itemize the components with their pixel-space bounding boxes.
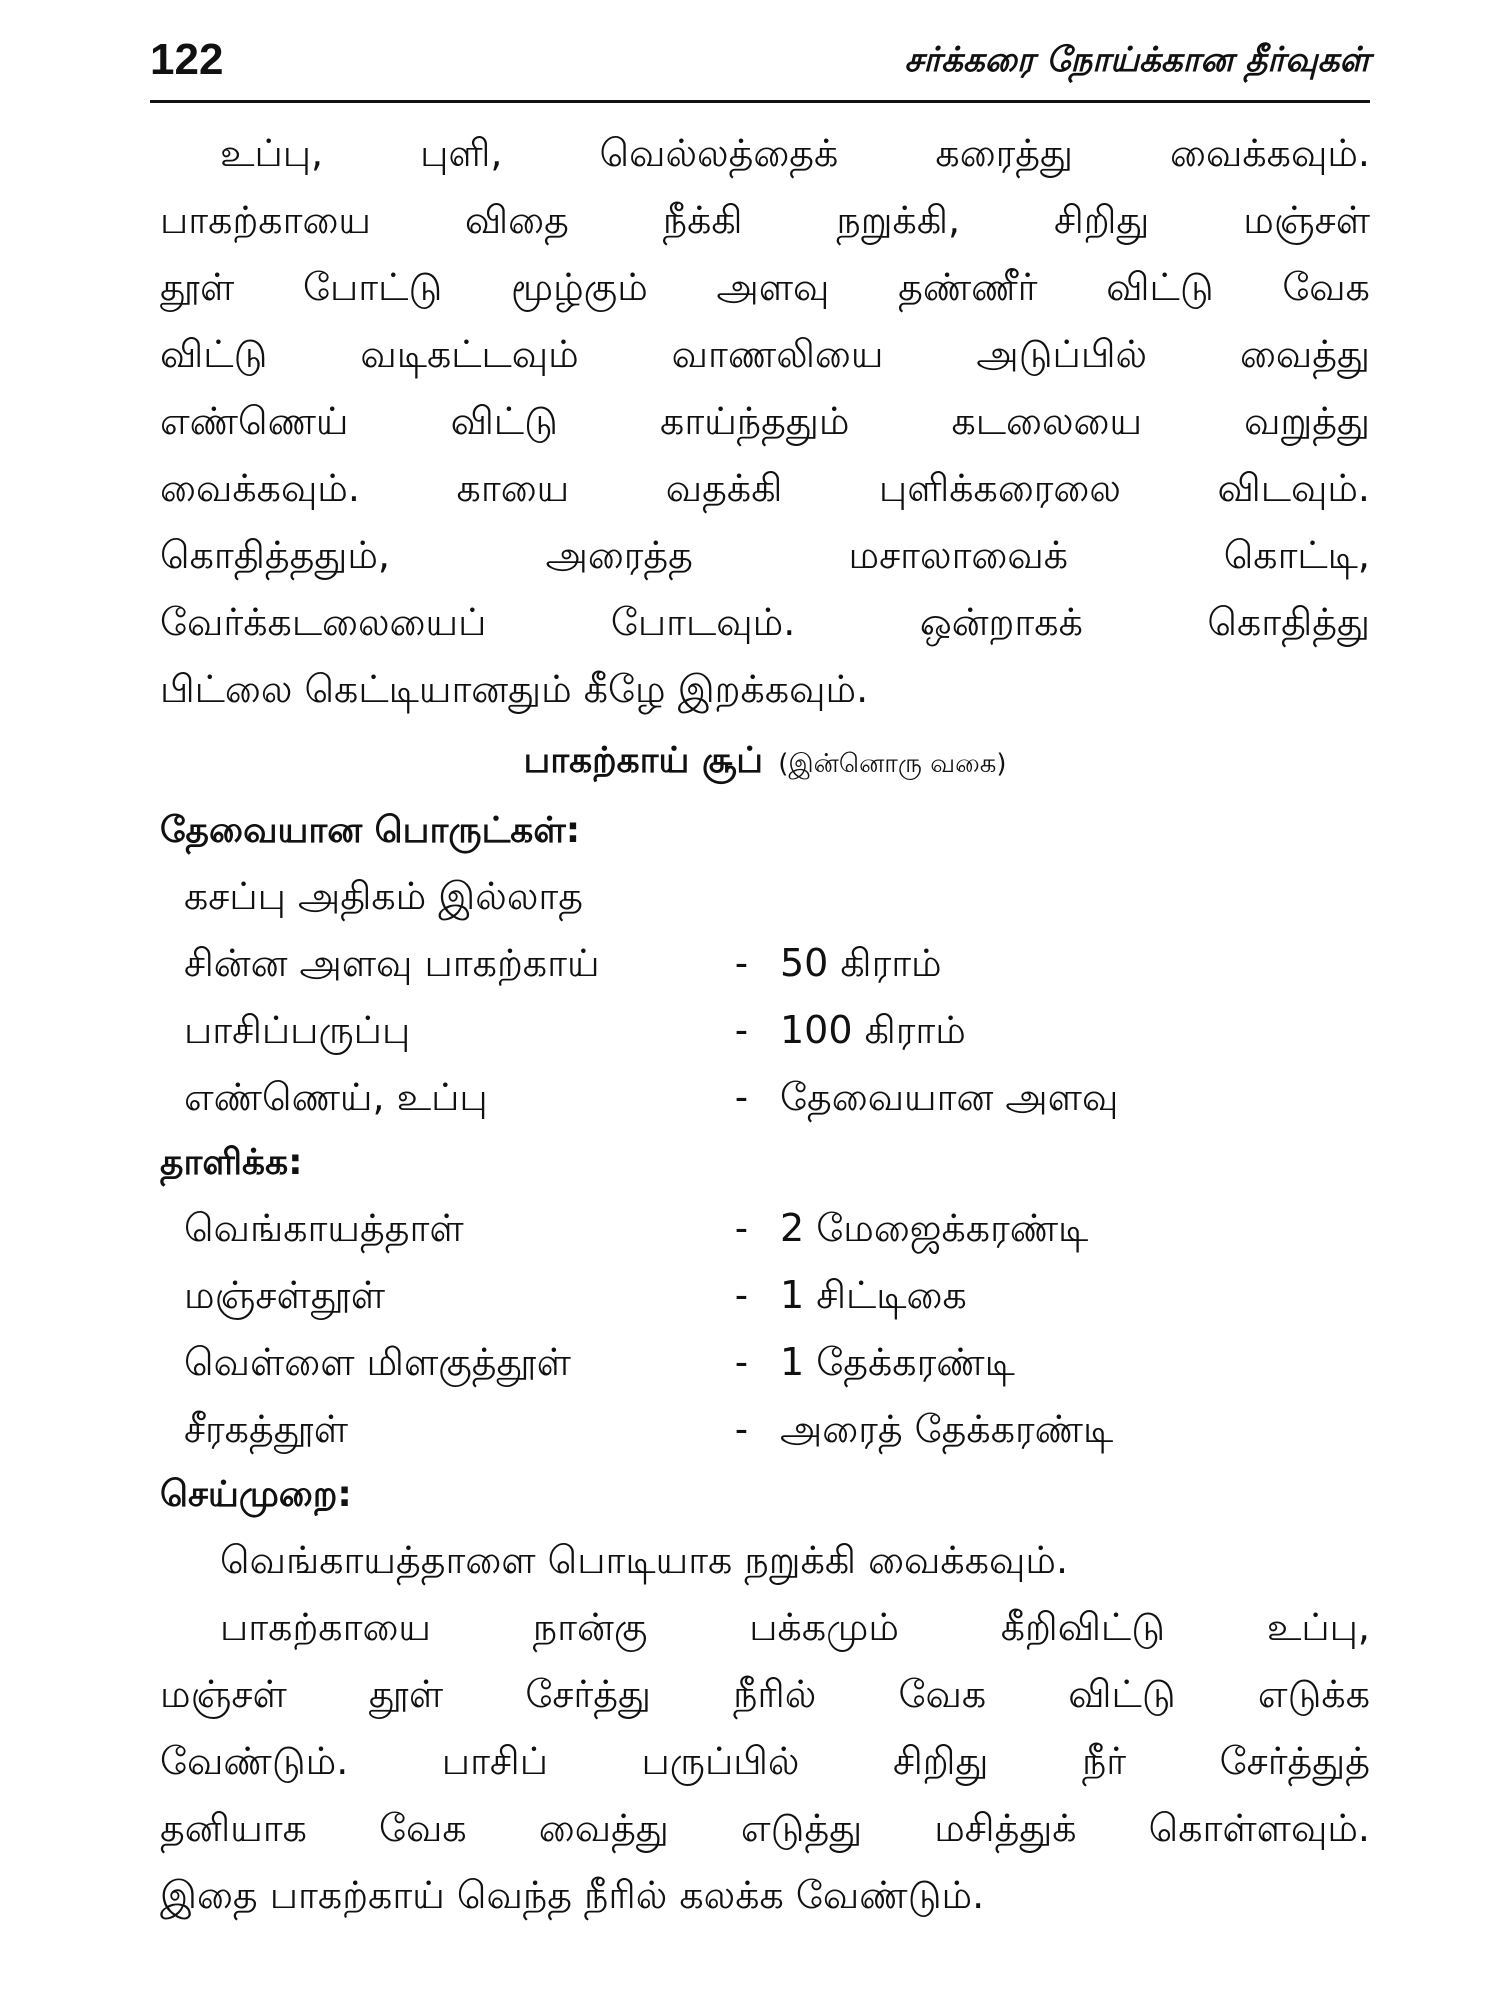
tempering-row <box>160 1396 1370 1463</box>
paragraph-line: இதை பாகற்காய் வெந்த நீரில் கலக்க வேண்டும். <box>160 1873 985 1917</box>
tempering-row <box>160 1329 1370 1396</box>
page-number: 122 <box>150 35 224 84</box>
method-paragraph-2 <box>160 1594 1370 1929</box>
paragraph-line: வேண்டும். பாசிப் பருப்பில் சிறிது நீர் சேர்த்துத் <box>160 1739 1370 1783</box>
ingredients-heading: தேவையான பொருட்கள்: <box>160 810 581 851</box>
paragraph-line: தனியாக வேக வைத்து எடுத்து மசித்துக் கொள்ளவும். <box>160 1806 1370 1850</box>
recipe-title-subtitle: (இன்னொரு வகை) <box>778 749 1007 779</box>
ingredient-qty: தேவையான அளவு <box>780 1075 1119 1119</box>
ingredients-list <box>160 863 1370 1131</box>
tempering-qty: 1 சிட்டிகை <box>780 1273 967 1317</box>
ingredient-name: பாசிப்பருப்பு <box>184 1008 411 1052</box>
tempering-name: வெங்காயத்தாள் <box>184 1206 464 1250</box>
paragraph-line: வேர்க்கடலையைப் போடவும். ஒன்றாகக் கொதித்து <box>160 600 1370 644</box>
tempering-name: சீரகத்தூள் <box>184 1407 349 1451</box>
paragraph-line: பிட்லை கெட்டியானதும் கீழே இறக்கவும். <box>160 667 869 711</box>
tempering-dash: - <box>730 1273 753 1317</box>
ingredient-name: சின்ன அளவு பாகற்காய் <box>184 941 600 985</box>
paragraph-line: வெங்காயத்தாளை பொடியாக நறுக்கி வைக்கவும். <box>220 1538 1069 1582</box>
ingredient-name: கசப்பு அதிகம் இல்லாத <box>184 874 583 918</box>
ingredient-row <box>160 863 1370 930</box>
method-paragraph-1 <box>160 1527 1370 1594</box>
page-content <box>160 120 1370 1929</box>
ingredient-qty: 50 கிராம் <box>780 941 942 985</box>
header-rule <box>150 100 1370 103</box>
paragraph-line: விட்டு வடிகட்டவும் வாணலியை அடுப்பில் வைத்து <box>160 332 1370 376</box>
tempering-row <box>160 1262 1370 1329</box>
page-header <box>150 30 1370 100</box>
tempering-heading: தாளிக்க: <box>160 1142 303 1183</box>
ingredient-row <box>160 1064 1370 1131</box>
method-heading: செய்முறை: <box>160 1474 352 1515</box>
paragraph-line: மஞ்சள் தூள் சேர்த்து நீரில் வேக விட்டு எடுக்க <box>160 1672 1370 1716</box>
ingredient-row <box>160 997 1370 1064</box>
running-title: சர்க்கரை நோய்க்கான தீர்வுகள் <box>904 40 1370 80</box>
paragraph-line: பாகற்காயை விதை நீக்கி நறுக்கி, சிறிது மஞ்சள் <box>160 198 1370 242</box>
tempering-dash: - <box>730 1206 753 1250</box>
ingredient-name: எண்ணெய், உப்பு <box>184 1075 488 1119</box>
tempering-dash: - <box>730 1407 753 1451</box>
intro-paragraph <box>160 120 1370 723</box>
ingredient-qty: 100 கிராம் <box>780 1008 966 1052</box>
ingredient-dash: - <box>730 1075 753 1119</box>
paragraph-line: உப்பு, புளி, வெல்லத்தைக் கரைத்து வைக்கவும். <box>220 131 1370 175</box>
tempering-name: மஞ்சள்தூள் <box>184 1273 386 1317</box>
tempering-name: வெள்ளை மிளகுத்தூள் <box>184 1340 571 1384</box>
recipe-title <box>160 729 1370 799</box>
tempering-row <box>160 1195 1370 1262</box>
tempering-qty: 1 தேக்கரண்டி <box>780 1340 1015 1384</box>
paragraph-line: பாகற்காயை நான்கு பக்கமும் கீறிவிட்டு உப்பு, <box>220 1605 1370 1649</box>
tempering-dash: - <box>730 1340 753 1384</box>
paragraph-line: கொதித்ததும், அரைத்த மசாலாவைக் கொட்டி, <box>160 533 1370 577</box>
paragraph-line: தூள் போட்டு மூழ்கும் அளவு தண்ணீர் விட்டு வேக <box>160 265 1370 309</box>
tempering-qty: 2 மேஜைக்கரண்டி <box>780 1206 1089 1250</box>
ingredient-row <box>160 930 1370 997</box>
recipe-title-main: பாகற்காய் சூப் <box>523 740 764 781</box>
tempering-list <box>160 1195 1370 1463</box>
paragraph-line: எண்ணெய் விட்டு காய்ந்ததும் கடலையை வறுத்து <box>160 399 1370 443</box>
ingredient-dash: - <box>730 1008 753 1052</box>
ingredient-dash: - <box>730 941 753 985</box>
tempering-qty: அரைத் தேக்கரண்டி <box>780 1407 1114 1451</box>
paragraph-line: வைக்கவும். காயை வதக்கி புளிக்கரைலை விடவும். <box>160 466 1370 510</box>
